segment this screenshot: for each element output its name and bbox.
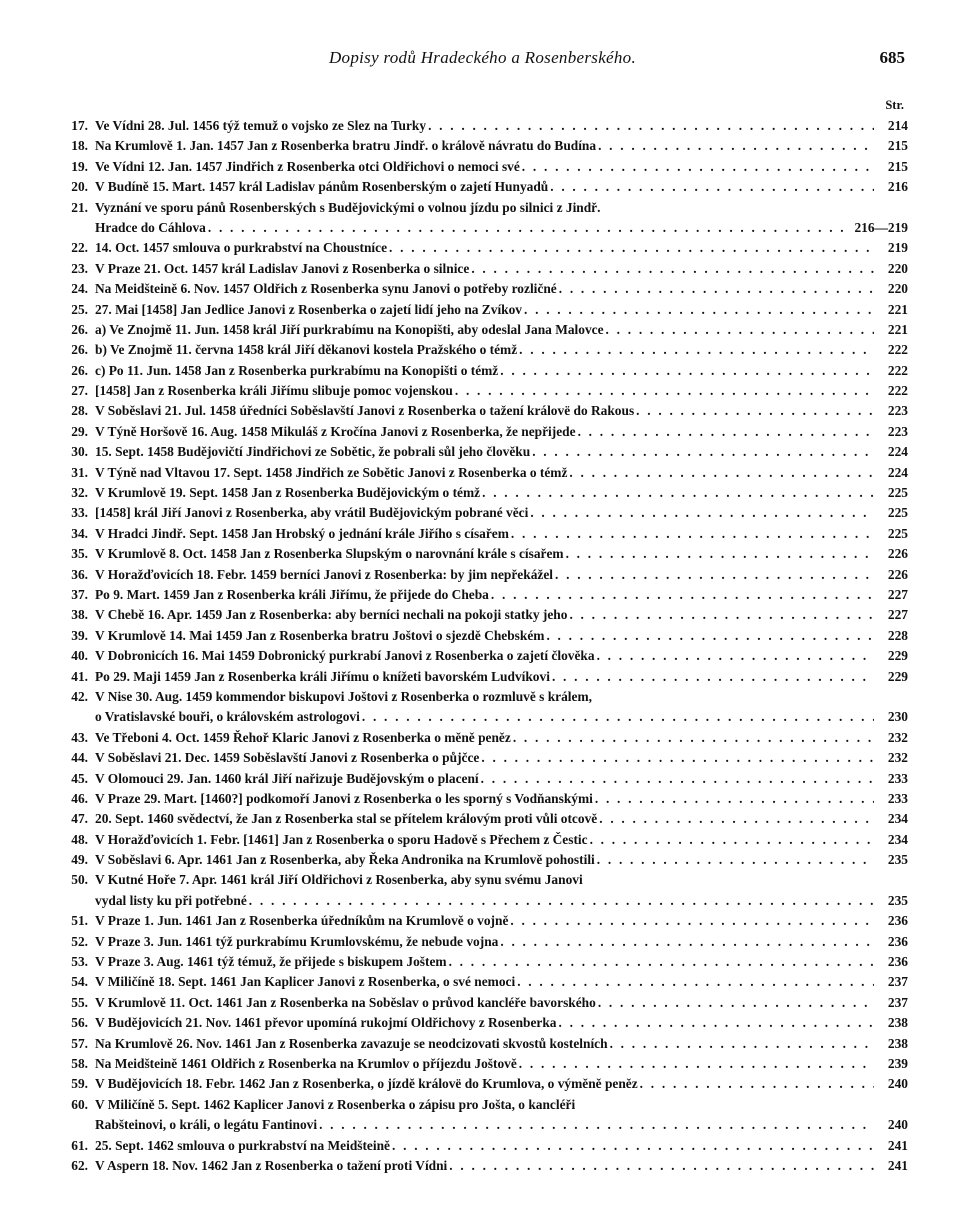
toc-entry (55, 993, 908, 1013)
entry-number: 59. (71, 1076, 88, 1092)
entry-text: Ve Vídni 12. Jan. 1457 Jindřich z Rosenberka otci Oldřichovi o nemoci své (95, 158, 520, 174)
entry-text: V Miličíně 5. Sept. 1462 Kaplicer Janovi z Rosenberka o zápisu pro Jošta, o kancléři (95, 1096, 576, 1112)
entry-page: 234 (887, 831, 908, 847)
dot-leader (319, 1115, 874, 1135)
toc-entry (55, 687, 908, 707)
toc-entry (55, 442, 908, 462)
entry-page: 232 (887, 750, 908, 766)
dot-leader (455, 381, 874, 401)
entry-text: V Miličíně 18. Sept. 1461 Jan Kaplicer Janovi z Rosenberka, o své nemoci (95, 974, 516, 990)
entry-number: 57. (71, 1035, 88, 1051)
dot-leader (481, 769, 874, 789)
dot-leader (636, 401, 874, 421)
entry-text: V Soběslavi 6. Apr. 1461 Jan z Rosenberka, aby Řeka Andronika na Krumlově pohostili (95, 852, 595, 868)
entry-number: 49. (71, 852, 88, 868)
dot-leader (595, 789, 874, 809)
entry-number: 43. (71, 729, 88, 745)
entry-number: 47. (71, 811, 88, 827)
dot-leader (517, 972, 874, 992)
entry-text: V Budějovicích 21. Nov. 1461 převor upomíná rukojmí Oldřichovy z Rosenberka (95, 1015, 557, 1031)
entry-page: 232 (887, 729, 908, 745)
entry-text: b) Ve Znojmě 11. června 1458 král Jiří děkanovi kostela Pražského o témž (95, 342, 518, 358)
entry-text: Hradce do Cáhlova (95, 219, 206, 235)
entry-number: 24. (71, 281, 88, 297)
dot-leader (590, 830, 874, 850)
entry-number: 26. (71, 321, 88, 337)
entry-text: Na Krumlově 1. Jan. 1457 Jan z Rosenberka bratru Jindř. o králově návratu do Budína (95, 138, 597, 154)
entry-page: 219 (887, 240, 908, 256)
toc-entry (55, 157, 908, 177)
entry-number: 33. (71, 505, 88, 521)
entry-number: 50. (71, 872, 88, 888)
entry-text: V Krumlově 11. Oct. 1461 Jan z Rosenberka na Soběslav o průvod kancléře bavorského (95, 994, 596, 1010)
toc-entry-continuation (55, 218, 908, 238)
dot-leader (524, 300, 874, 320)
entry-text: Na Krumlově 26. Nov. 1461 Jan z Rosenberka zavazuje se neodcizovati skvostů kostelních (95, 1035, 608, 1051)
toc-entry (55, 565, 908, 585)
entry-text: a) Ve Znojmě 11. Jun. 1458 král Jiří purkrabímu na Konopišti, aby odeslal Jana Malovce (95, 321, 604, 337)
entry-text: 25. Sept. 1462 smlouva o purkrabství na Meidšteině (95, 1137, 390, 1153)
entry-text: V Dobronicích 16. Mai 1459 Dobronický purkrabí Janovi z Rosenberka o zajetí člověka (95, 648, 595, 664)
toc-entry (55, 972, 908, 992)
toc-entry (55, 1034, 908, 1054)
entry-number: 58. (71, 1055, 88, 1071)
dot-leader (511, 524, 874, 544)
entry-number: 45. (71, 770, 88, 786)
entry-text: Na Meidšteině 6. Nov. 1457 Oldřich z Rosenberka synu Janovi o potřeby rozličné (95, 281, 557, 297)
entry-number: 34. (71, 525, 88, 541)
entry-number: 26. (71, 342, 88, 358)
toc-entry (55, 932, 908, 952)
entry-page: 224 (887, 444, 908, 460)
toc-entry (55, 646, 908, 666)
entry-text: Na Meidšteině 1461 Oldřich z Rosenberka na Krumlov o příjezdu Joštově (95, 1055, 517, 1071)
toc-entry (55, 1074, 908, 1094)
entry-number: 48. (71, 831, 88, 847)
toc-entry (55, 238, 908, 258)
entry-number: 35. (71, 546, 88, 562)
entry-text: V Horažďovicích 1. Febr. [1461] Jan z Rosenberka o sporu Hadově s Přechem z Čestic (95, 831, 588, 847)
entry-text: c) Po 11. Jun. 1458 Jan z Rosenberka purkrabímu na Konopišti o témž (95, 362, 499, 378)
dot-leader (392, 1136, 874, 1156)
toc-entry (55, 524, 908, 544)
dot-leader (522, 157, 874, 177)
dot-leader (513, 728, 874, 748)
entry-number: 31. (71, 464, 88, 480)
toc-entry (55, 340, 908, 360)
toc-entry (55, 911, 908, 931)
entry-page: 237 (887, 974, 908, 990)
toc-entry (55, 198, 908, 218)
entry-page: 241 (887, 1137, 908, 1153)
entry-text: V Krumlově 8. Oct. 1458 Jan z Rosenberka Slupským o narovnání krále s císařem (95, 546, 564, 562)
dot-leader (510, 911, 874, 931)
entry-page: 223 (887, 403, 908, 419)
dot-leader (546, 626, 874, 646)
entry-text: V Krumlově 14. Mai 1459 Jan z Rosenberka bratru Joštovi o sjezdě Chebském (95, 627, 545, 643)
toc-entry (55, 1156, 908, 1176)
dot-leader (606, 320, 874, 340)
dot-leader (428, 116, 874, 136)
entry-text: vydal listy ku při potřebné (95, 892, 247, 908)
entry-number: 23. (71, 260, 88, 276)
entry-page: 226 (887, 546, 908, 562)
entry-number: 26. (71, 362, 88, 378)
entry-page: 230 (887, 709, 908, 725)
entry-page: 236 (887, 913, 908, 929)
entry-text: V Kutné Hoře 7. Apr. 1461 král Jiří Oldřichovi z Rosenberka, aby synu svému Janovi (95, 872, 583, 888)
entry-text: V Budíně 15. Mart. 1457 král Ladislav pánům Rosenberským o zajetí Hunyadů (95, 179, 549, 195)
toc-entry (55, 728, 908, 748)
dot-leader (389, 238, 874, 258)
entry-page: 229 (887, 648, 908, 664)
toc-entry (55, 300, 908, 320)
entry-text: o Vratislavské bouři, o královském astrologovi (95, 709, 360, 725)
entry-page: 215 (887, 138, 908, 154)
entry-text: V Soběslavi 21. Jul. 1458 úředníci Soběslavští Janovi z Rosenberka o tažení královë do Rakous (95, 403, 635, 419)
entry-text: V Praze 1. Jun. 1461 Jan z Rosenberka úředníkům na Krumlově o vojně (95, 913, 509, 929)
entry-text: Vyznání ve sporu pánů Rosenberských s Budějovickými o volnou jízdu po silnici z Jindř. (95, 199, 601, 215)
entry-text: V Praze 3. Jun. 1461 týž purkrabímu Krumlovskému, že nebude vojna (95, 933, 499, 949)
entry-page: 214 (887, 118, 908, 133)
page-number: 685 (879, 48, 905, 67)
toc-entry (55, 1013, 908, 1033)
toc-entry (55, 177, 908, 197)
entry-page: 240 (887, 1076, 908, 1092)
entry-text: 15. Sept. 1458 Budějovičtí Jindřichovi ze Sobětic, že pobrali sůl jeho člověku (95, 444, 531, 460)
entry-page: 227 (887, 586, 908, 602)
entry-text: V Aspern 18. Nov. 1462 Jan z Rosenberka o tažení proti Vídni (95, 1157, 448, 1173)
entry-number: 46. (71, 790, 88, 806)
entry-page: 220 (887, 281, 908, 297)
toc-entry (55, 116, 908, 136)
dot-leader (481, 748, 874, 768)
entry-number: 28. (71, 403, 88, 419)
dot-leader (249, 891, 874, 911)
entry-number: 44. (71, 750, 88, 766)
entry-number: 42. (71, 688, 88, 704)
toc-entry (55, 952, 908, 972)
entry-page: 215 (887, 158, 908, 174)
entry-number: 56. (71, 1015, 88, 1031)
page-column-label: Str. (885, 98, 904, 112)
entry-page: 239 (887, 1055, 908, 1071)
table-of-contents (55, 116, 908, 1176)
dot-leader (491, 585, 874, 605)
toc-entry (55, 809, 908, 829)
dot-leader (519, 1054, 874, 1074)
entry-text: Po 29. Maji 1459 Jan z Rosenberka králi Jiřímu o knížeti bavorském Ludvíkovi (95, 668, 550, 684)
entry-page: 236 (887, 954, 908, 970)
dot-leader (559, 279, 874, 299)
entry-text: 20. Sept. 1460 svědectví, že Jan z Rosenberka stal se přítelem královým proti vůli otcově (95, 811, 598, 827)
entry-number: 18. (71, 138, 88, 154)
entry-number: 29. (71, 423, 88, 439)
dot-leader (610, 1034, 874, 1054)
toc-entry (55, 361, 908, 381)
entry-number: 39. (71, 627, 88, 643)
entry-text: 27. Mai [1458] Jan Jedlice Janovi z Rosenberka o zajetí lidí jeho na Zvíkov (95, 301, 522, 317)
toc-entry (55, 401, 908, 421)
toc-entry (55, 667, 908, 687)
entry-page: 225 (887, 505, 908, 521)
entry-page: 241 (887, 1157, 908, 1173)
entry-page: 222 (887, 383, 908, 399)
toc-entry (55, 483, 908, 503)
toc-entry (55, 850, 908, 870)
entry-number: 54. (71, 974, 88, 990)
dot-leader (519, 340, 874, 360)
entry-text: V Nise 30. Aug. 1459 kommendor biskupovi Joštovi z Rosenberka o rozmluvě s králem, (95, 688, 592, 704)
entry-page: 225 (887, 525, 908, 541)
entry-text: [1458] král Jiří Janovi z Rosenberka, aby vrátil Budějovickým pobrané věci (95, 505, 529, 521)
entry-page: 227 (887, 607, 908, 623)
entry-text: 14. Oct. 1457 smlouva o purkrabství na Choustníce (95, 240, 388, 256)
entry-page: 229 (887, 668, 908, 684)
entry-text: V Soběslavi 21. Dec. 1459 Soběslavští Janovi z Rosenberka o půjčce (95, 750, 480, 766)
entry-page: 216—219 (854, 219, 908, 235)
entry-number: 27. (71, 383, 88, 399)
entry-page: 238 (887, 1015, 908, 1031)
page-header (60, 48, 905, 72)
entry-text: V Hradci Jindř. Sept. 1458 Jan Hrobský o jednání krále Jiřího s císařem (95, 525, 509, 541)
dot-leader (597, 646, 874, 666)
entry-text: V Praze 29. Mart. [1460?] podkomoří Janovi z Rosenberka o les sporný s Vodňanskými (95, 790, 593, 806)
entry-page: 216 (887, 179, 908, 195)
entry-page: 234 (887, 811, 908, 827)
dot-leader (208, 218, 853, 238)
dot-leader (500, 361, 874, 381)
toc-entry (55, 789, 908, 809)
dot-leader (559, 1013, 875, 1033)
entry-text: V Praze 21. Oct. 1457 král Ladislav Janovi z Rosenberka o silnice (95, 260, 470, 276)
entry-text: V Praze 3. Aug. 1461 týž témuž, že přijede s biskupem Joštem (95, 954, 447, 970)
toc-entry (55, 830, 908, 850)
dot-leader (482, 483, 874, 503)
dot-leader (449, 952, 874, 972)
entry-text: V Budějovicích 18. Febr. 1462 Jan z Rosenberka, o jízdě královë do Krumlova, o výměně peněz (95, 1076, 638, 1092)
toc-entry (55, 136, 908, 156)
entry-number: 38. (71, 607, 88, 623)
entry-number: 55. (71, 994, 88, 1010)
toc-entry (55, 1136, 908, 1156)
dot-leader (597, 850, 874, 870)
toc-entry (55, 769, 908, 789)
entry-number: 32. (71, 485, 88, 501)
entry-number: 20. (71, 179, 88, 195)
entry-page: 221 (887, 321, 908, 337)
entry-text: Ve Třeboni 4. Oct. 1459 Řehoř Klaric Janovi z Rosenberka o měně peněz (95, 729, 511, 745)
toc-entry (55, 585, 908, 605)
dot-leader (566, 544, 874, 564)
toc-entry (55, 748, 908, 768)
dot-leader (640, 1074, 874, 1094)
entry-page: 236 (887, 933, 908, 949)
entry-page: 235 (887, 892, 908, 908)
toc-entry-continuation (55, 891, 908, 911)
dot-leader (449, 1156, 874, 1176)
running-title: Dopisy rodů Hradeckého a Rosenberského. (328, 48, 637, 67)
entry-number: 41. (71, 668, 88, 684)
entry-number: 21. (71, 199, 88, 215)
entry-number: 25. (71, 301, 88, 317)
entry-page: 221 (887, 301, 908, 317)
toc-entry-continuation (55, 707, 908, 727)
entry-number: 53. (71, 954, 88, 970)
entry-number: 60. (71, 1096, 88, 1112)
entry-page: 220 (887, 260, 908, 276)
entry-text: V Týně nad Vltavou 17. Sept. 1458 Jindřich ze Sobětic Janovi z Rosenberka o témž (95, 464, 568, 480)
entry-text: V Horažďovicích 18. Febr. 1459 berníci Janovi z Rosenberka: by jim nepřekážel (95, 566, 553, 582)
entry-text: Ve Vídni 28. Jul. 1456 týž temuž o vojsko ze Slez na Turky (95, 118, 427, 133)
entry-text: V Olomouci 29. Jan. 1460 král Jiří nařizuje Budějovským o placení (95, 770, 479, 786)
entry-text: V Chebě 16. Apr. 1459 Jan z Rosenberka: aby berníci nechali na pokoji statky jeho (95, 607, 568, 623)
entry-page: 224 (887, 464, 908, 480)
entry-page: 240 (887, 1117, 908, 1133)
toc-entry (55, 503, 908, 523)
toc-entry-continuation (55, 1115, 908, 1135)
dot-leader (569, 463, 874, 483)
toc-entry (55, 544, 908, 564)
toc-entry (55, 320, 908, 340)
toc-entry (55, 279, 908, 299)
toc-entry (55, 259, 908, 279)
entry-number: 52. (71, 933, 88, 949)
entry-page: 233 (887, 790, 908, 806)
entry-number: 61. (71, 1137, 88, 1153)
dot-leader (500, 932, 874, 952)
dot-leader (530, 503, 874, 523)
dot-leader (599, 809, 874, 829)
entry-text: V Týně Horšově 16. Aug. 1458 Mikuláš z Kročína Janovi z Rosenberka, že nepřijede (95, 423, 576, 439)
dot-leader (578, 422, 874, 442)
entry-text: [1458] Jan z Rosenberka králi Jiřímu slibuje pomoc vojenskou (95, 383, 453, 399)
entry-page: 228 (887, 627, 908, 643)
dot-leader (598, 136, 874, 156)
dot-leader (552, 667, 874, 687)
dot-leader (569, 605, 874, 625)
entry-number: 51. (71, 913, 88, 929)
toc-entry (55, 626, 908, 646)
entry-number: 17. (71, 118, 88, 133)
toc-entry (55, 463, 908, 483)
entry-page: 223 (887, 423, 908, 439)
entry-page: 226 (887, 566, 908, 582)
toc-entry (55, 1095, 908, 1115)
entry-page: 225 (887, 485, 908, 501)
entry-number: 36. (71, 566, 88, 582)
entry-number: 30. (71, 444, 88, 460)
toc-entry (55, 605, 908, 625)
entry-text: Rabšteinovi, o králi, o legátu Fantinovi (95, 1117, 318, 1133)
entry-page: 238 (887, 1035, 908, 1051)
dot-leader (550, 177, 874, 197)
entry-page: 222 (887, 342, 908, 358)
dot-leader (532, 442, 874, 462)
entry-page: 237 (887, 994, 908, 1010)
entry-number: 40. (71, 648, 88, 664)
entry-text: V Krumlově 19. Sept. 1458 Jan z Rosenberka Budějovickým o témž (95, 485, 481, 501)
entry-page: 233 (887, 770, 908, 786)
entry-page: 235 (887, 852, 908, 868)
toc-entry (55, 870, 908, 890)
entry-number: 62. (71, 1157, 88, 1173)
entry-number: 22. (71, 240, 88, 256)
entry-text: Po 9. Mart. 1459 Jan z Rosenberka králi Jiřímu, že přijede do Cheba (95, 586, 489, 602)
entry-number: 37. (71, 586, 88, 602)
dot-leader (555, 565, 874, 585)
toc-entry (55, 422, 908, 442)
dot-leader (362, 707, 874, 727)
dot-leader (471, 259, 874, 279)
dot-leader (598, 993, 874, 1013)
entry-number: 19. (71, 158, 88, 174)
toc-entry (55, 381, 908, 401)
entry-page: 222 (887, 362, 908, 378)
toc-entry (55, 1054, 908, 1074)
